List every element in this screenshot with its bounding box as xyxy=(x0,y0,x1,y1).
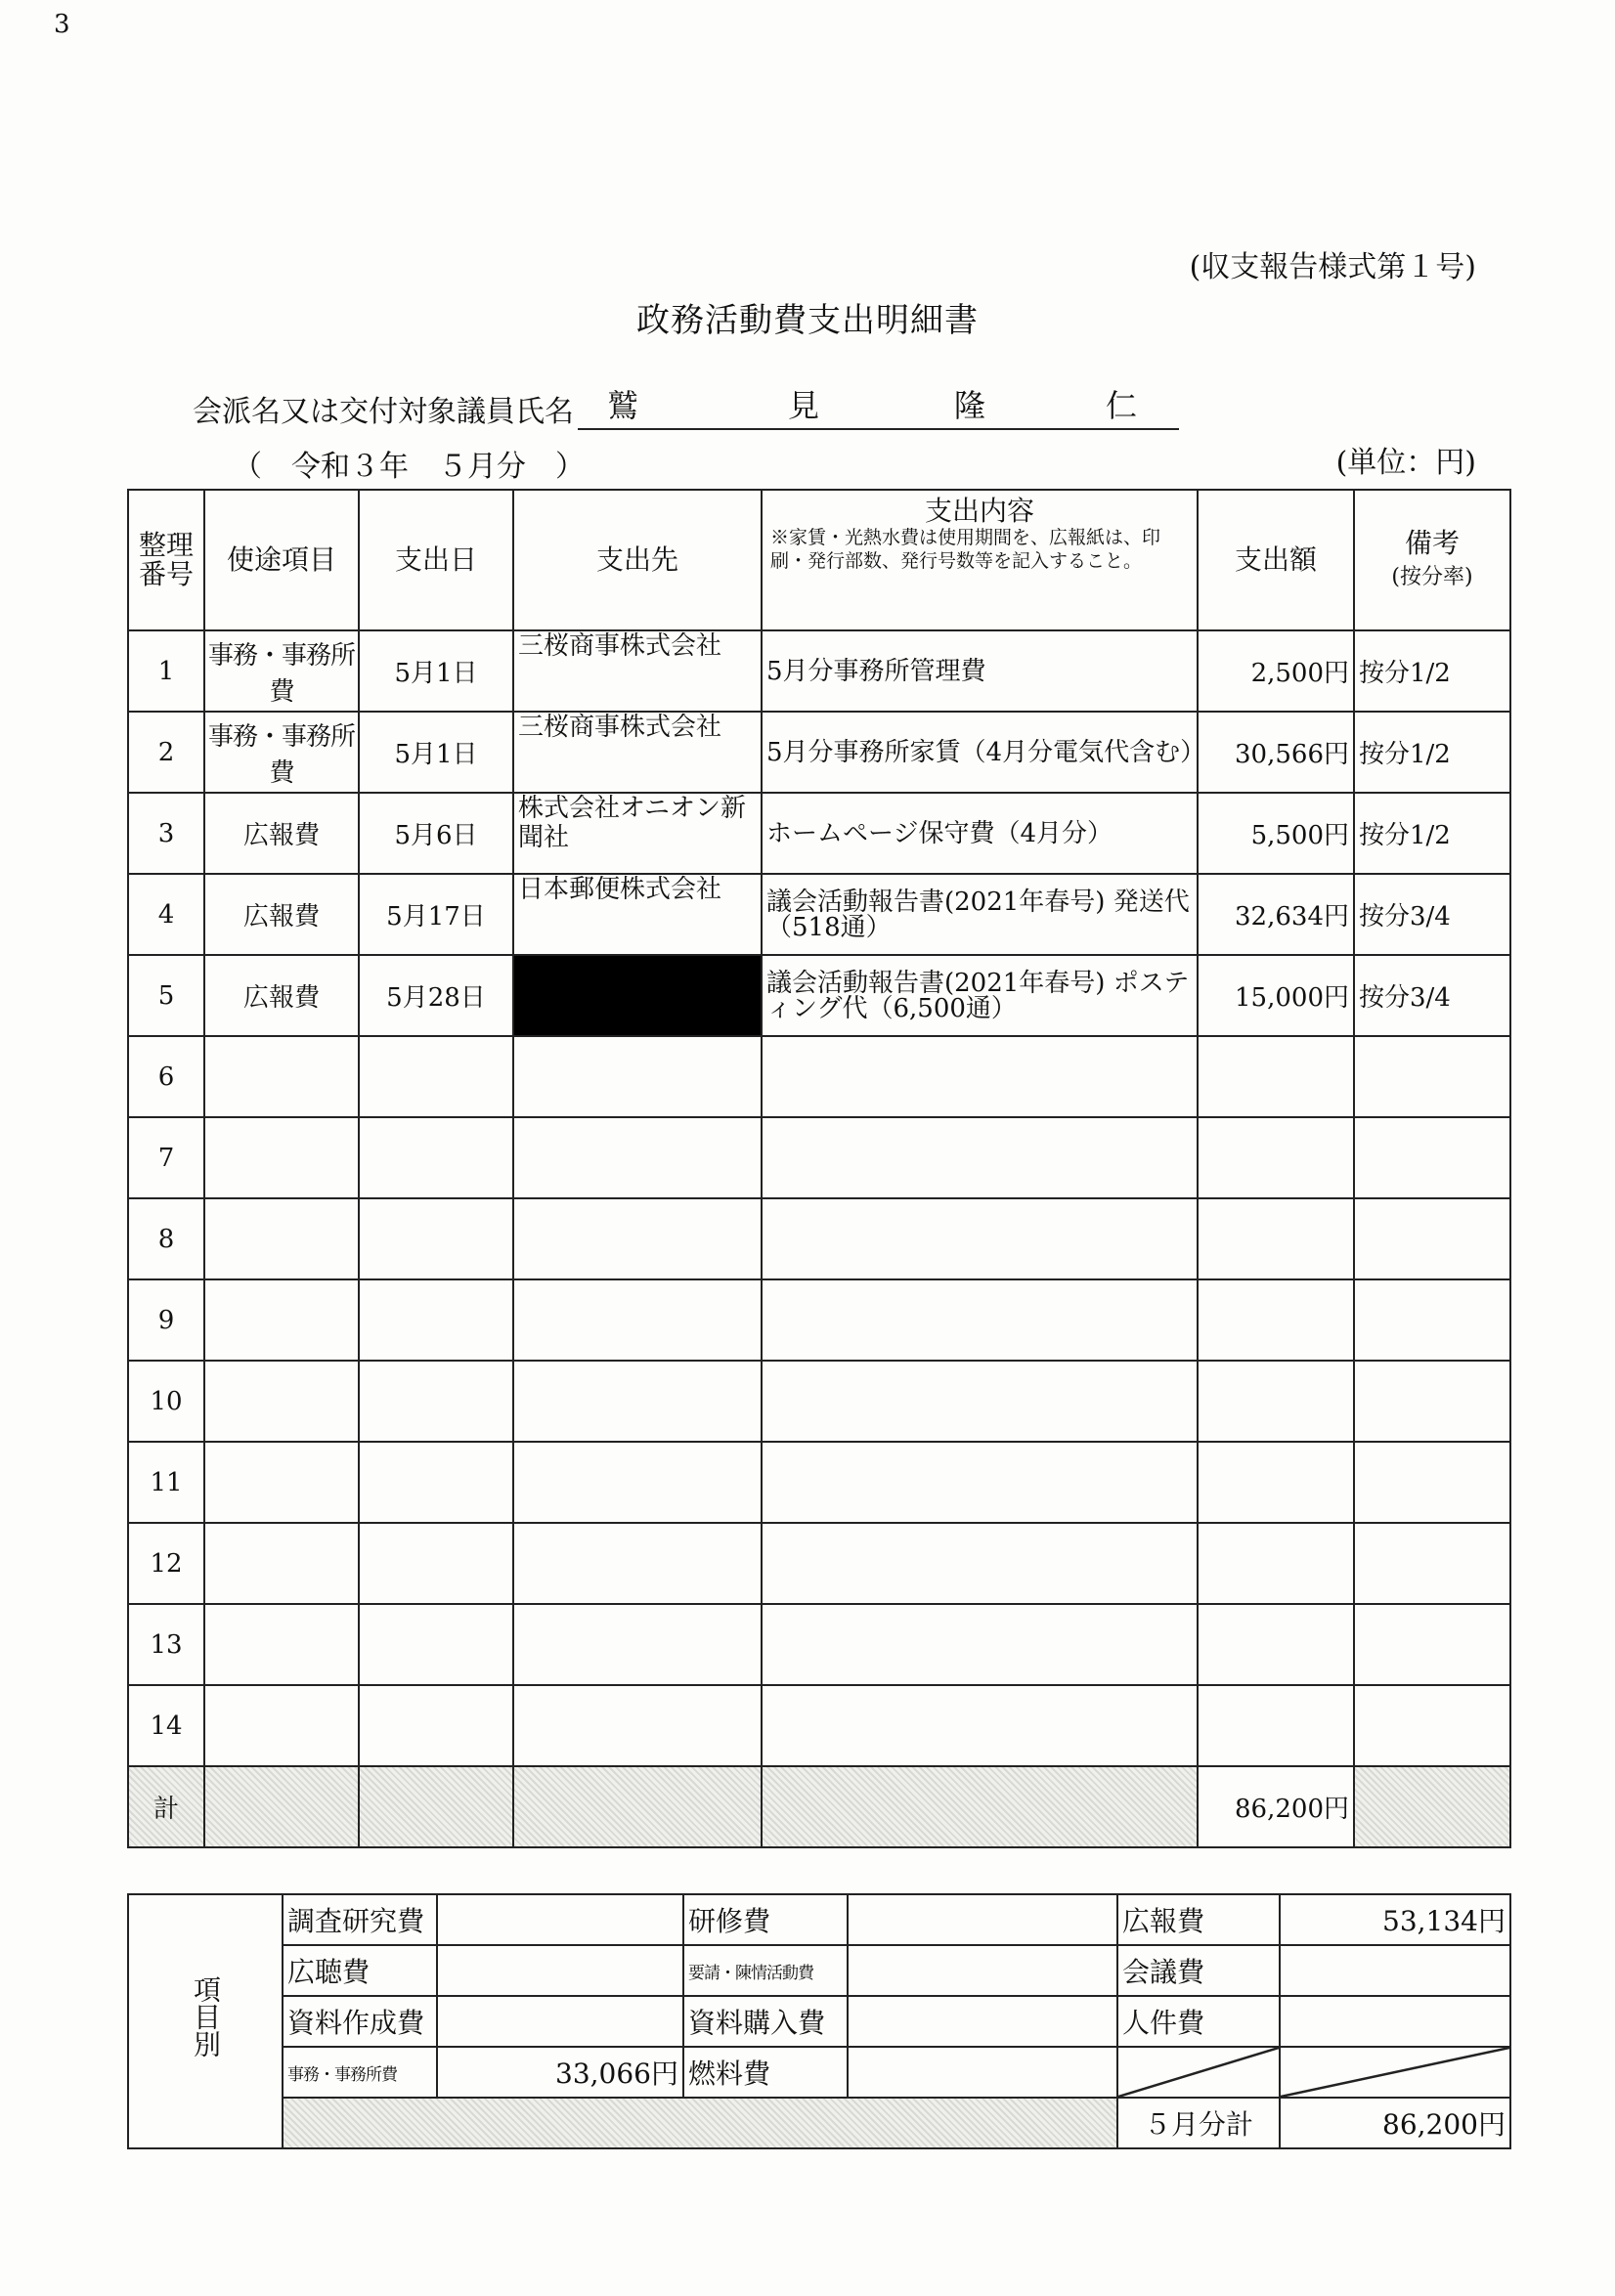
row-note: 按分1/2 xyxy=(1354,630,1510,712)
page-title: 政務活動費支出明細書 xyxy=(636,301,979,340)
header-number: 整理番号 xyxy=(128,490,204,630)
summary-label: 広聴費 xyxy=(283,1945,437,1996)
row-detail xyxy=(762,1604,1198,1685)
row-note xyxy=(1354,1361,1510,1442)
row-date xyxy=(359,1279,513,1361)
row-amount xyxy=(1198,1198,1354,1279)
row-detail xyxy=(762,1361,1198,1442)
row-payee xyxy=(513,1361,762,1442)
month-total-label: ５月分計 xyxy=(1117,2098,1280,2148)
diagonal-cell xyxy=(1117,2047,1280,2098)
row-number: 14 xyxy=(128,1685,204,1766)
corner-mark: 3 xyxy=(54,10,70,39)
row-payee xyxy=(513,1036,762,1117)
row-payee xyxy=(513,1117,762,1198)
table-row xyxy=(128,1523,1510,1604)
row-number: 9 xyxy=(128,1279,204,1361)
row-use xyxy=(204,1685,359,1766)
header-content-title: 支出内容 xyxy=(924,495,1034,527)
row-note xyxy=(1354,1117,1510,1198)
row-note xyxy=(1354,1685,1510,1766)
row-note xyxy=(1354,1036,1510,1117)
row-detail xyxy=(762,1442,1198,1523)
expense-table xyxy=(127,489,1511,1848)
total-row xyxy=(128,1766,1510,1847)
row-amount: 30,566円 xyxy=(1198,712,1354,793)
row-use xyxy=(204,1442,359,1523)
summary-value: 53,134円 xyxy=(1280,1894,1510,1945)
row-date xyxy=(359,1442,513,1523)
summary-value xyxy=(1280,1945,1510,1996)
row-date: 5月1日 xyxy=(359,630,513,712)
row-use xyxy=(204,1604,359,1685)
table-row xyxy=(128,1604,1510,1685)
summary-value xyxy=(1280,1996,1510,2047)
row-amount xyxy=(1198,1442,1354,1523)
row-note: 按分3/4 xyxy=(1354,955,1510,1036)
row-detail xyxy=(762,1117,1198,1198)
row-note: 按分1/2 xyxy=(1354,793,1510,874)
header-amount: 支出額 xyxy=(1198,490,1354,630)
row-date: 5月6日 xyxy=(359,793,513,874)
row-payee xyxy=(513,955,762,1036)
period: （ 令和３年 ５月分 ） xyxy=(233,450,585,484)
row-detail: 議会活動報告書(2021年春号) ポスティング代（6,500通） xyxy=(762,955,1198,1036)
summary-label: 事務・事務所費 xyxy=(283,2047,437,2098)
row-date xyxy=(359,1523,513,1604)
row-number: 2 xyxy=(128,712,204,793)
row-date: 5月28日 xyxy=(359,955,513,1036)
summary-label: 会議費 xyxy=(1117,1945,1280,1996)
summary-value xyxy=(437,1945,683,1996)
row-number: 1 xyxy=(128,630,204,712)
table-row xyxy=(128,630,1510,712)
row-date xyxy=(359,1604,513,1685)
row-amount xyxy=(1198,1604,1354,1685)
row-detail xyxy=(762,1523,1198,1604)
row-date: 5月1日 xyxy=(359,712,513,793)
row-date xyxy=(359,1117,513,1198)
row-use xyxy=(204,1117,359,1198)
member-name-line xyxy=(578,389,1179,430)
member-label: 会派名又は交付対象議員氏名 xyxy=(193,395,574,429)
summary-value: 33,066円 xyxy=(437,2047,683,2098)
row-number: 5 xyxy=(128,955,204,1036)
row-payee: 日本郵便株式会社 xyxy=(513,874,762,955)
summary-label: 要請・陳情活動費 xyxy=(683,1945,848,1996)
row-number: 11 xyxy=(128,1442,204,1523)
row-payee xyxy=(513,1523,762,1604)
row-amount: 32,634円 xyxy=(1198,874,1354,955)
row-note xyxy=(1354,1442,1510,1523)
row-use: 事務・事務所費 xyxy=(204,630,359,712)
row-date xyxy=(359,1198,513,1279)
row-date: 5月17日 xyxy=(359,874,513,955)
row-payee: 三桜商事株式会社 xyxy=(513,712,762,793)
summary-label: 燃料費 xyxy=(683,2047,848,2098)
row-detail: ホームページ保守費（4月分） xyxy=(762,793,1198,874)
row-use: 広報費 xyxy=(204,955,359,1036)
row-amount: 15,000円 xyxy=(1198,955,1354,1036)
header-remarks xyxy=(1354,490,1510,630)
row-payee xyxy=(513,1198,762,1279)
table-row xyxy=(128,793,1510,874)
header-remarks-title: 備考 xyxy=(1404,526,1460,559)
form-number: (収支報告様式第１号) xyxy=(1189,250,1476,284)
row-amount xyxy=(1198,1523,1354,1604)
row-payee xyxy=(513,1279,762,1361)
header-content xyxy=(762,490,1198,630)
header-payee: 支出先 xyxy=(513,490,762,630)
row-amount xyxy=(1198,1685,1354,1766)
row-amount: 2,500円 xyxy=(1198,630,1354,712)
name-char: 見 xyxy=(788,387,820,424)
name-char: 鷲 xyxy=(607,387,639,424)
shade-cell xyxy=(359,1766,513,1847)
row-date xyxy=(359,1361,513,1442)
row-number: 4 xyxy=(128,874,204,955)
row-detail xyxy=(762,1685,1198,1766)
row-number: 6 xyxy=(128,1036,204,1117)
row-payee: 株式会社オニオン新聞社 xyxy=(513,793,762,874)
summary-value xyxy=(437,1894,683,1945)
diagonal-cell xyxy=(1280,2047,1510,2098)
row-use xyxy=(204,1523,359,1604)
row-use: 事務・事務所費 xyxy=(204,712,359,793)
row-note xyxy=(1354,1198,1510,1279)
table-row xyxy=(128,1279,1510,1361)
summary-label: 広報費 xyxy=(1117,1894,1280,1945)
row-detail: 5月分事務所管理費 xyxy=(762,630,1198,712)
header-remarks-sub: (按分率) xyxy=(1391,564,1473,589)
header-content-note: ※家賃・光熱水費は使用期間を、広報紙は、印刷・発行部数、発行号数等を記入すること。 xyxy=(770,527,1161,572)
row-number: 8 xyxy=(128,1198,204,1279)
table-row xyxy=(128,955,1510,1036)
month-total-value: 86,200円 xyxy=(1280,2098,1510,2148)
member-name-row xyxy=(193,387,1179,430)
row-note xyxy=(1354,1279,1510,1361)
total-amount: 86,200円 xyxy=(1198,1766,1354,1847)
row-amount xyxy=(1198,1279,1354,1361)
summary-table xyxy=(127,1893,1511,2149)
row-number: 13 xyxy=(128,1604,204,1685)
shade-cell xyxy=(513,1766,762,1847)
summary-value xyxy=(848,1996,1117,2047)
row-number: 10 xyxy=(128,1361,204,1442)
row-detail xyxy=(762,1279,1198,1361)
row-amount: 5,500円 xyxy=(1198,793,1354,874)
row-number: 12 xyxy=(128,1523,204,1604)
header-use: 使途項目 xyxy=(204,490,359,630)
name-char: 隆 xyxy=(954,387,986,424)
table-row xyxy=(128,712,1510,793)
row-use xyxy=(204,1361,359,1442)
table-row xyxy=(128,1036,1510,1117)
row-detail xyxy=(762,1198,1198,1279)
summary-value xyxy=(848,2047,1117,2098)
header-date: 支出日 xyxy=(359,490,513,630)
row-use xyxy=(204,1198,359,1279)
summary-side-label: 項目別 xyxy=(128,1894,283,2148)
table-row xyxy=(128,1198,1510,1279)
row-detail xyxy=(762,1036,1198,1117)
row-use xyxy=(204,1036,359,1117)
row-payee: 三桜商事株式会社 xyxy=(513,630,762,712)
row-use xyxy=(204,1279,359,1361)
row-note: 按分3/4 xyxy=(1354,874,1510,955)
table-row xyxy=(128,1442,1510,1523)
row-number: 7 xyxy=(128,1117,204,1198)
row-date xyxy=(359,1036,513,1117)
summary-label: 資料作成費 xyxy=(283,1996,437,2047)
row-note xyxy=(1354,1604,1510,1685)
row-amount xyxy=(1198,1361,1354,1442)
row-detail: 議会活動報告書(2021年春号) 発送代（518通） xyxy=(762,874,1198,955)
unit-label: (単位：円) xyxy=(1335,446,1476,480)
shade-cell xyxy=(762,1766,1198,1847)
table-row xyxy=(128,1117,1510,1198)
summary-label: 調査研究費 xyxy=(283,1894,437,1945)
shade-cell xyxy=(1354,1766,1510,1847)
row-detail: 5月分事務所家賃（4月分電気代含む） xyxy=(762,712,1198,793)
shade-cell xyxy=(204,1766,359,1847)
row-use: 広報費 xyxy=(204,874,359,955)
row-payee xyxy=(513,1604,762,1685)
row-payee xyxy=(513,1442,762,1523)
table-row xyxy=(128,874,1510,955)
total-label: 計 xyxy=(128,1766,204,1847)
row-amount xyxy=(1198,1117,1354,1198)
row-note xyxy=(1354,1523,1510,1604)
summary-label: 資料購入費 xyxy=(683,1996,848,2047)
row-number: 3 xyxy=(128,793,204,874)
row-note: 按分1/2 xyxy=(1354,712,1510,793)
summary-label: 研修費 xyxy=(683,1894,848,1945)
row-amount xyxy=(1198,1036,1354,1117)
row-use: 広報費 xyxy=(204,793,359,874)
summary-label: 人件費 xyxy=(1117,1996,1280,2047)
table-row xyxy=(128,1361,1510,1442)
name-char: 仁 xyxy=(1106,387,1138,424)
summary-value xyxy=(848,1894,1117,1945)
summary-value xyxy=(848,1945,1117,1996)
summary-value xyxy=(437,1996,683,2047)
row-payee xyxy=(513,1685,762,1766)
shade-cell xyxy=(283,2098,1117,2148)
table-row xyxy=(128,1685,1510,1766)
row-date xyxy=(359,1685,513,1766)
